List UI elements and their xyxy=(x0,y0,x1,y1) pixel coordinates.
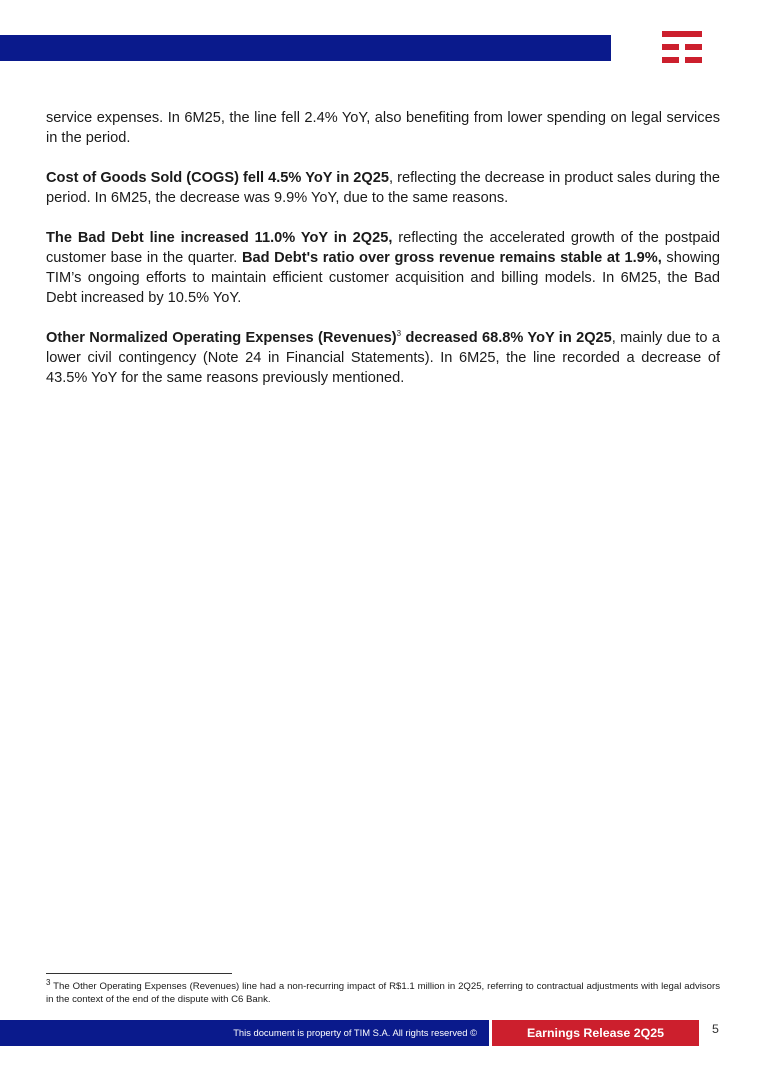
footnote-divider xyxy=(46,973,232,974)
header-bar xyxy=(0,35,611,61)
paragraph-bad-debt: The Bad Debt line increased 11.0% YoY in 2Q25, reflecting the accelerated growth of the postpaid customer base in the quarter. Bad Debt's ratio over gross revenue remains stable at 1.9%, showing TIM’s ongoing efforts to maintain efficient customer acquisition and billing models. In 6M25, the Bad Debt increased by 10.5% YoY. xyxy=(46,230,720,306)
footnote-ref[interactable]: 3 xyxy=(396,329,402,339)
body-text xyxy=(46,108,720,408)
footnote: $^3$ The Other Operating Expenses (Revenues) line had a non-recurring impact of R$1.1 million in 2Q25, referring to contractual adjustments with legal advisors in the context of the end of the dispute with C6 Bank. xyxy=(46,977,720,1005)
paragraph-service-expenses: service expenses. In 6M25, the line fell 2.4% YoY, also benefiting from lower spending on legal services in the period. xyxy=(46,110,720,146)
copyright-notice: This document is property of TIM S.A. All rights reserved © xyxy=(233,1027,477,1038)
paragraph-cogs: Cost of Goods Sold (COGS) fell 4.5% YoY in 2Q25, reflecting the decrease in product sales during the period. In 6M25, the decrease was 9.9% YoY, due to the same reasons. xyxy=(46,170,721,206)
tim-logo-icon xyxy=(662,31,702,64)
page-number: 5 xyxy=(712,1022,719,1036)
footer-bar xyxy=(0,1020,489,1046)
earnings-release-label: Earnings Release 2Q25 xyxy=(492,1020,699,1046)
paragraph-other-opex: Other Normalized Operating Expenses (Revenues)$^3$ decreased 68.8% YoY in 2Q25, mainly due to a lower civil contingency (Note 24 in Financial Statements). In 6M25, the line recorded a decrease of 43.5% YoY for the same reasons previously mentioned. xyxy=(46,329,720,386)
